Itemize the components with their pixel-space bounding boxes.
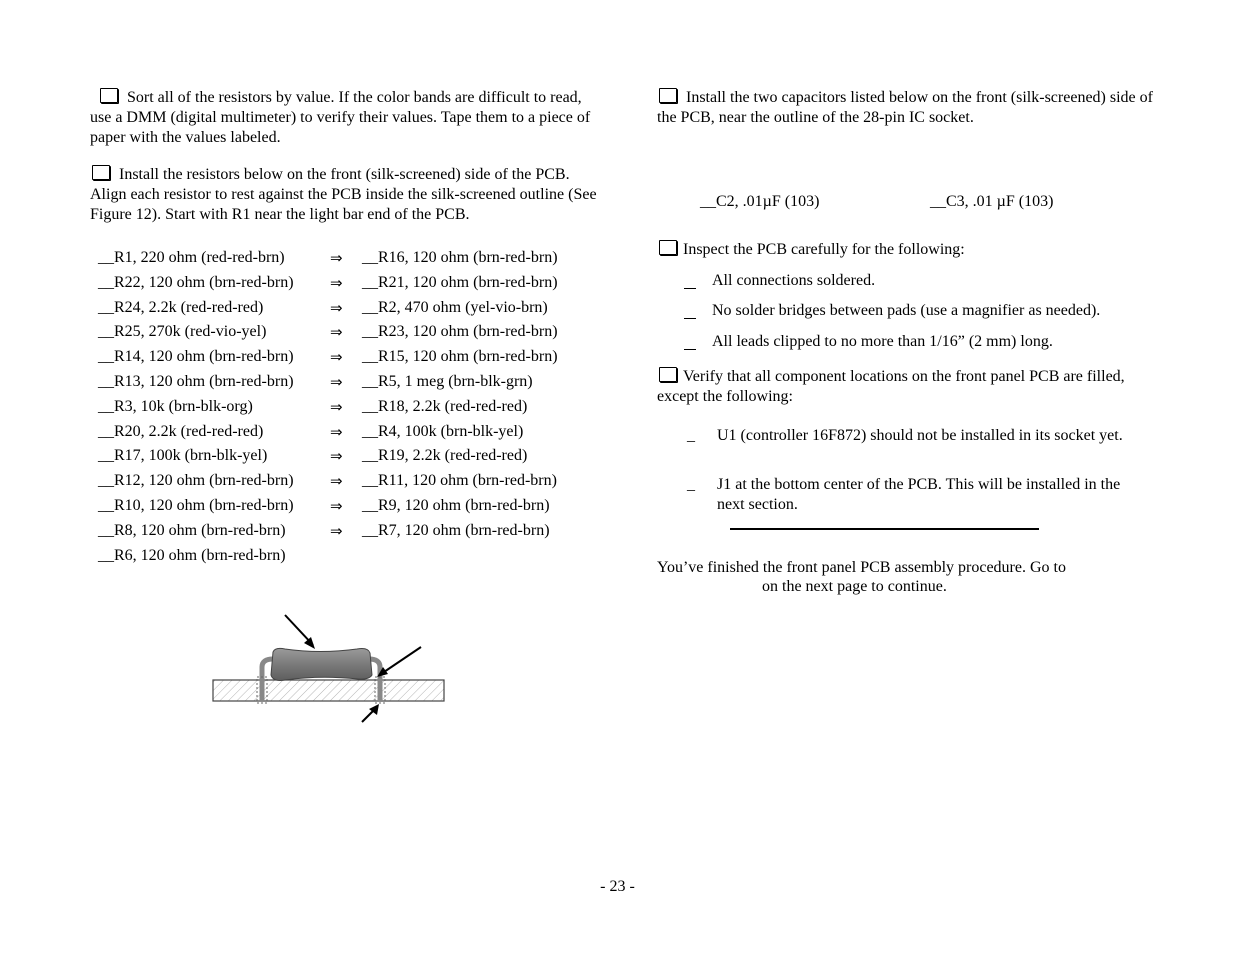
resistor-item: __R11, 120 ohm (brn-red-brn) <box>362 472 557 490</box>
resistor-item: __R19, 2.2k (red-red-red) <box>362 447 528 465</box>
arrow-icon: ⇒ <box>330 249 343 267</box>
resistor-item: __R22, 120 ohm (brn-red-brn) <box>98 273 294 291</box>
resistor-item: __R24, 2.2k (red-red-red) <box>98 298 264 316</box>
step-sort-text: Sort all of the resistors by value. If the color bands are difficult to read, use a DMM (digital multimeter) to verify their values. Tape them to a piece of paper with the values labeled. <box>90 89 591 146</box>
checkbox-blank[interactable] <box>684 288 696 289</box>
resistor-body <box>271 648 372 680</box>
arrow-icon: ⇒ <box>330 298 343 317</box>
checkbox-blank[interactable] <box>684 349 696 350</box>
resistor-item: __R7, 120 ohm (brn-red-brn) <box>362 521 550 539</box>
resistor-item: __R10, 120 ohm (brn-red-brn) <box>98 496 294 514</box>
step-install-capacitors <box>657 88 1157 128</box>
exception-text: U1 (controller 16F872) should not be installed in its socket yet. <box>717 427 1123 444</box>
resistor-item: __R23, 120 ohm (brn-red-brn) <box>362 323 558 341</box>
arrowhead <box>304 637 315 649</box>
finish-text-line2: on the next page to continue. <box>762 578 947 595</box>
resistor-item: __R8, 120 ohm (brn-red-brn) <box>98 521 286 539</box>
step-install-resistors <box>90 165 600 225</box>
resistor-list <box>98 248 598 570</box>
arrow-icon: ⇒ <box>330 447 343 466</box>
capacitor-item: __C2, .01µF (103) <box>700 193 820 210</box>
step-checkbox[interactable] <box>659 88 677 103</box>
arrow-icon: ⇒ <box>330 348 343 367</box>
exception-mark: _ <box>687 476 695 493</box>
inspect-text: All connections soldered. <box>712 272 876 289</box>
capacitor-item: __C3, .01 µF (103) <box>930 193 1054 210</box>
step-checkbox[interactable] <box>659 367 677 382</box>
step-checkbox[interactable] <box>100 88 118 103</box>
resistor-item: __R17, 100k (brn-blk-yel) <box>98 447 268 465</box>
exception-text: J1 at the bottom center of the PCB. This will be installed in the next section. <box>717 476 1121 513</box>
step-inspect-text: Inspect the PCB carefully for the following: <box>683 241 965 258</box>
inspect-item <box>684 271 875 291</box>
inspect-item <box>684 301 1100 321</box>
resistor-row <box>98 397 598 422</box>
arrow-icon: ⇒ <box>330 372 343 391</box>
step-checkbox[interactable] <box>659 240 677 255</box>
resistor-item: __R13, 120 ohm (brn-red-brn) <box>98 372 294 390</box>
resistor-row <box>98 471 598 496</box>
resistor-item: __R16, 120 ohm (brn-red-brn) <box>362 249 558 266</box>
resistor-item: __R2, 470 ohm (yel-vio-brn) <box>362 298 548 316</box>
arrow-icon: ⇒ <box>330 496 343 515</box>
exception-mark: _ <box>687 427 695 444</box>
step-inspect <box>657 240 1157 260</box>
arrow-icon: ⇒ <box>330 472 343 491</box>
exception-item <box>687 475 1127 515</box>
finish-text-line1: You’ve finished the front panel PCB assembly procedure. Go to <box>657 559 1066 576</box>
resistor-item: __R25, 270k (red-vio-yel) <box>98 323 267 341</box>
checkbox-blank[interactable] <box>684 318 696 319</box>
inspect-item <box>684 332 1053 352</box>
step-verify-text: Verify that all component locations on the front panel PCB are filled, except the following: <box>657 368 1125 405</box>
resistor-row <box>98 496 598 521</box>
resistor-mounting-figure <box>205 605 455 730</box>
arrow-icon: ⇒ <box>330 273 343 292</box>
resistor-item: __R5, 1 meg (brn-blk-grn) <box>362 372 533 390</box>
resistor-item: __R6, 120 ohm (brn-red-brn) <box>98 546 286 564</box>
page-number: - 23 - <box>600 878 635 895</box>
resistor-row <box>98 248 598 273</box>
arrow-icon: ⇒ <box>330 521 343 540</box>
resistor-row <box>98 446 598 471</box>
resistor-row <box>98 273 598 298</box>
step-install-text: Install the resistors below on the front (silk-screened) side of the PCB. Align each resistor to rest against the PCB inside the silk-screened outline (See Figure 12). Start with R1 near the light bar end of the PCB. <box>90 166 597 223</box>
resistor-row <box>98 422 598 447</box>
section-divider <box>730 528 1039 530</box>
resistor-item: __R15, 120 ohm (brn-red-brn) <box>362 348 558 366</box>
pcb-board <box>213 680 444 701</box>
resistor-row <box>98 322 598 347</box>
resistor-row <box>98 546 598 571</box>
step-sort-resistors <box>90 88 600 148</box>
resistor-row <box>98 521 598 546</box>
step-capacitors-text: Install the two capacitors listed below on the front (silk-screened) side of the PCB, near the outline of the 28-pin IC socket. <box>657 89 1153 126</box>
resistor-item: __R4, 100k (brn-blk-yel) <box>362 422 524 440</box>
arrow-icon: ⇒ <box>330 397 343 416</box>
step-checkbox[interactable] <box>92 165 110 180</box>
resistor-item: __R18, 2.2k (red-red-red) <box>362 397 528 415</box>
pointer-arrow <box>381 647 421 674</box>
resistor-item: __R3, 10k (brn-blk-org) <box>98 397 253 415</box>
step-verify <box>657 367 1142 407</box>
resistor-row <box>98 298 598 323</box>
resistor-item: __R14, 120 ohm (brn-red-brn) <box>98 348 294 366</box>
exception-item <box>687 426 1127 446</box>
inspect-text: No solder bridges between pads (use a magnifier as needed). <box>712 302 1101 319</box>
resistor-item: __R1, 220 ohm (red-red-brn) <box>98 249 285 266</box>
resistor-item: __R12, 120 ohm (brn-red-brn) <box>98 472 294 490</box>
inspect-text: All leads clipped to no more than 1/16” (2 mm) long. <box>712 333 1053 350</box>
resistor-item: __R9, 120 ohm (brn-red-brn) <box>362 496 550 514</box>
resistor-item: __R20, 2.2k (red-red-red) <box>98 422 264 440</box>
resistor-row <box>98 372 598 397</box>
arrow-icon: ⇒ <box>330 422 343 441</box>
arrow-icon: ⇒ <box>330 323 343 342</box>
resistor-row <box>98 347 598 372</box>
resistor-item: __R21, 120 ohm (brn-red-brn) <box>362 273 558 291</box>
